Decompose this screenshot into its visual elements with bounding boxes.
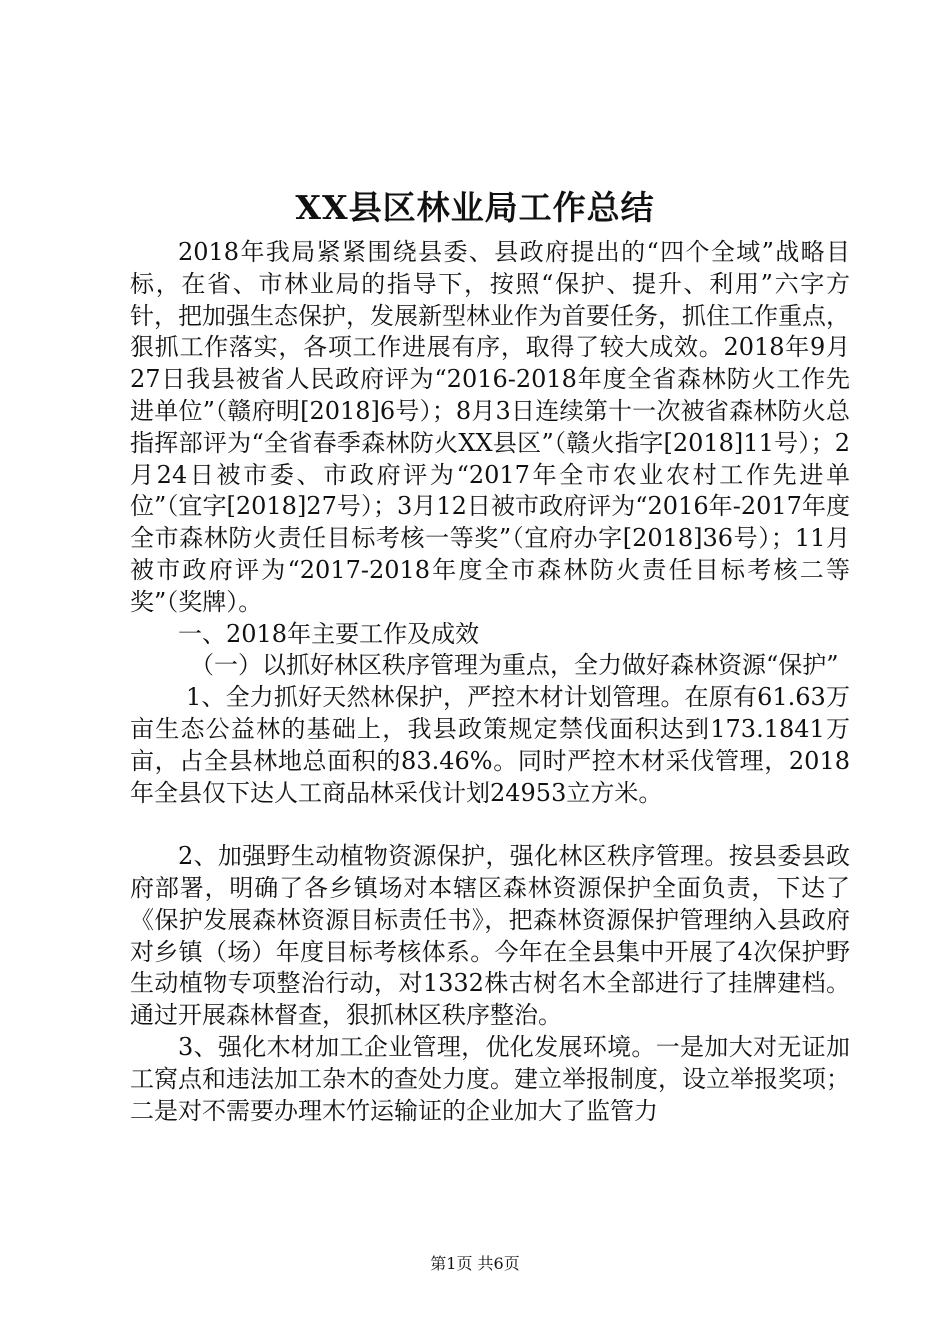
item-paragraph-3: 3、强化木材加工企业管理，优化发展环境。一是加大对无证加工窝点和违法加工杂木的查处力度。建立举报制度，设立举报奖项；二是对不需要办理木竹运输证的企业加大了监管力: [130, 1032, 850, 1125]
subsection-heading: （一）以抓好林区秩序管理为重点，全力做好森林资源“保护”: [190, 651, 839, 680]
document-title: XX县区林业局工作总结: [295, 188, 655, 227]
section-heading: 一、2018年主要工作及成效: [178, 619, 480, 648]
blank-line: [130, 809, 850, 841]
item-paragraph-1: 1、全力抓好天然林保护，严控木材计划管理。在原有61.63万亩生态公益林的基础上，我县政策规定禁伐面积达到173.1841万亩，占全县林地总面积的83.46%。同时严控木材采伐管理，2018年全县仅下达人工商品林采伐计划24953立方米。: [130, 683, 850, 807]
document-body: [130, 237, 850, 1127]
item-paragraph-2: 2、加强野生动植物资源保护，强化林区秩序管理。按县委县政府部署，明确了各乡镇场对本辖区森林资源保护全面负责，下达了《保护发展森林资源目标责任书》，把森林资源保护管理纳入县政府对乡镇（场）年度目标考核体系。今年在全县集中开展了4次保护野生动植物专项整治行动，对1332株古树名木全部进行了挂牌建档。通过开展森林督查，狠抓林区秩序整治。: [130, 842, 850, 1030]
page-footer: 第1页 共6页: [430, 1254, 520, 1273]
intro-paragraph: 2018年我局紧紧围绕县委、县政府提出的“四个全域”战略目标，在省、市林业局的指导下，按照“保护、提升、利用”六字方针，把加强生态保护，发展新型林业作为首要任务，抓住工作重点，狠抓工作落实，各项工作进展有序，取得了较大成效。2018年9月27日我县被省人民政府评为“2016-2018年度全省森林防火工作先进单位”（赣府明[2018]6号）；8月3日连续第十一次被省森林防火总指挥部评为“全省春季森林防火XX县区”（赣火指字[2018]11号）；2月24日被市委、市政府评为“2017年全市农业农村工作先进单位”（宜字[2018]27号）；3月12日被市政府评为“2016年-2017年度全市森林防火责任目标考核一等奖”（宜府办字[2018]36号）；11月被市政府评为“2017-2018年度全市森林防火责任目标考核二等奖”（奖牌）。: [130, 238, 850, 616]
